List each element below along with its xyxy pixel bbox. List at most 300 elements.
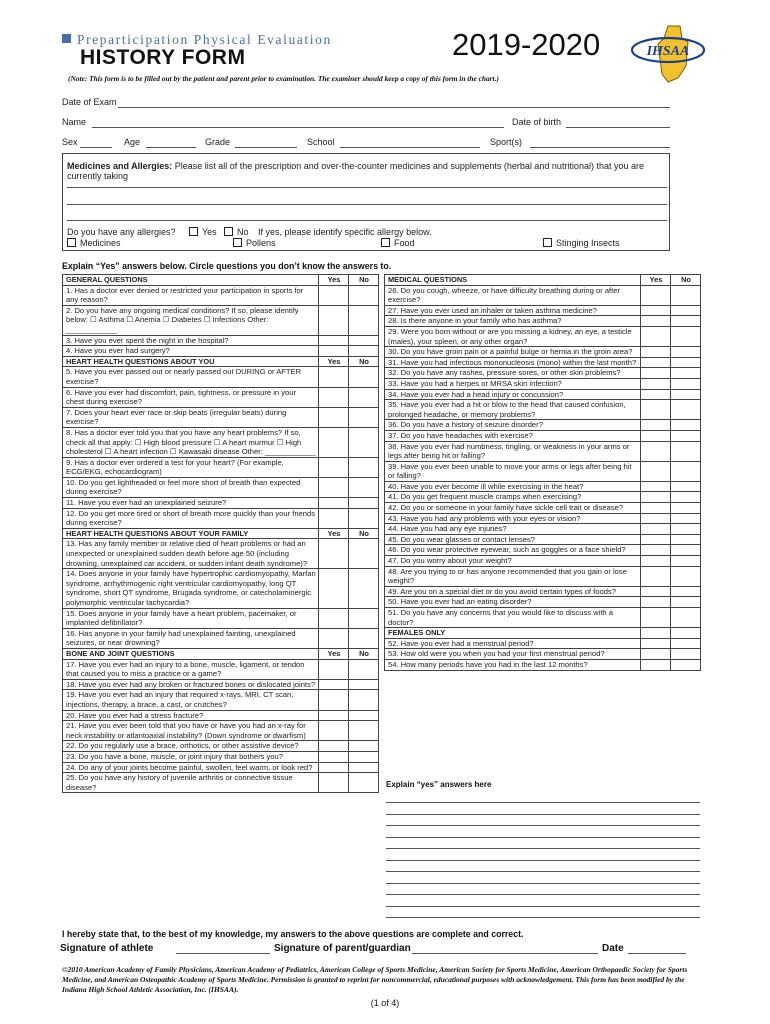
question-text: 4. Have you ever had surgery?	[63, 346, 319, 357]
school-label: School	[307, 137, 335, 147]
yes-column-header: Yes	[319, 275, 349, 286]
yes-answer-cell[interactable]	[319, 710, 349, 721]
no-column-header: No	[349, 275, 379, 286]
no-answer-cell[interactable]	[349, 477, 379, 497]
question-text: 8. Has a doctor ever told you that you have any heart problems? If so, check all that apply: ☐ High blood pressure ☐ A heart murmur ☐ High cholesterol ☐ A heart infection ☐ Kawasaki disease Other: ____________	[63, 427, 319, 457]
no-answer-cell[interactable]	[671, 316, 701, 327]
no-answer-cell[interactable]	[349, 346, 379, 357]
question-text: 6. Have you ever had discomfort, pain, tightness, or pressure in your chest during exercise?	[63, 387, 319, 407]
no-answer-cell[interactable]	[671, 503, 701, 514]
no-answer-cell[interactable]	[349, 741, 379, 752]
question-row	[385, 461, 701, 481]
question-text: 47. Do you worry about your weight?	[385, 556, 641, 567]
allergy-yes-option[interactable]	[189, 227, 217, 237]
no-answer-cell[interactable]	[349, 457, 379, 477]
yes-answer-cell[interactable]	[319, 407, 349, 427]
medicine-line-3[interactable]	[67, 220, 667, 221]
question-row	[63, 335, 379, 346]
question-text: 3. Have you ever spent the night in the hospital?	[63, 335, 319, 346]
no-answer-cell[interactable]	[671, 524, 701, 535]
yes-answer-cell[interactable]	[641, 420, 671, 431]
yes-answer-cell[interactable]	[319, 741, 349, 752]
explain-answer-line[interactable]	[386, 871, 700, 872]
yes-answer-cell[interactable]	[319, 387, 349, 407]
no-answer-cell[interactable]	[349, 498, 379, 509]
sports-field[interactable]	[530, 147, 670, 148]
yes-answer-cell[interactable]	[319, 346, 349, 357]
no-answer-cell[interactable]	[349, 539, 379, 569]
question-text: 2. Do you have any ongoing medical conditions? If so, please identify below: ☐ Asthma ☐ Anemia ☐ Diabetes ☐ Infections Other: ____________	[63, 305, 319, 335]
question-row	[385, 420, 701, 431]
question-text: 31. Have you had infectious mononucleosis (mono) within the last month?	[385, 357, 641, 368]
yes-answer-cell[interactable]	[319, 457, 349, 477]
question-text: 32. Do you have any rashes, pressure sores, or other skin problems?	[385, 368, 641, 379]
yes-column-header: Yes	[319, 356, 349, 367]
question-text: 36. Do you have a history of seizure disorder?	[385, 420, 641, 431]
yes-answer-cell[interactable]	[319, 721, 349, 741]
section-title: FEMALES ONLY	[385, 628, 641, 639]
yes-answer-cell[interactable]	[641, 566, 671, 586]
question-text: 5. Have you ever passed out or nearly passed out DURING or AFTER exercise?	[63, 367, 319, 387]
allergy-yes-label: Yes	[202, 227, 217, 237]
question-row	[63, 608, 379, 628]
no-answer-cell[interactable]	[671, 481, 701, 492]
logo-text: IHSAA	[646, 44, 690, 59]
yes-answer-cell[interactable]	[319, 335, 349, 346]
question-text: 51. Do you have any concerns that you would like to discuss with a doctor?	[385, 608, 641, 628]
question-row	[385, 285, 701, 305]
explain-yes-heading: Explain “yes” answers here	[386, 780, 492, 789]
question-text: 11. Have you ever had an unexplained seizure?	[63, 498, 319, 509]
question-text: 21. Have you ever been told that you have or have you had an x-ray for neck instability or atlantoaxial instability? (Down syndrome or dwarfism)	[63, 721, 319, 741]
yes-answer-cell[interactable]	[641, 649, 671, 660]
date-of-exam-field[interactable]	[118, 107, 670, 108]
grade-label: Grade	[205, 137, 231, 147]
question-text: 40. Have you ever become ill while exercising in the heat?	[385, 481, 641, 492]
copyright-notice: ©2010 American Academy of Family Physicians, American Academy of Pediatrics, American College of Sports Medicine, American Society for Sports Medicine, American Orthopaedic Society for Sports Medicine, and American Osteopathic Academy of Sports Medicine. Permission is granted to reprint for noncommercial, educational purposes with acknowledgement. This form has been modified by the Indiana High School Athletic Association, Inc. (IHSAA).	[62, 965, 688, 994]
question-row	[63, 721, 379, 741]
question-text: 19. Have you ever had an injury that required x-rays, MRI, CT scan, injections, therapy, a brace, a cast, or crutches?	[63, 690, 319, 710]
medicines-allergies-box	[62, 153, 670, 251]
yes-answer-cell[interactable]	[641, 326, 671, 346]
yes-answer-cell[interactable]	[319, 427, 349, 457]
question-row	[63, 508, 379, 528]
yes-answer-cell[interactable]	[641, 545, 671, 556]
date-signature-label: Date	[602, 943, 624, 954]
page-title: HISTORY FORM	[80, 46, 246, 69]
yes-answer-cell[interactable]	[319, 659, 349, 679]
explain-instructions: Explain “Yes” answers below. Circle questions you don’t know the answers to.	[62, 261, 392, 271]
question-text: 28. Is there anyone in your family who has asthma?	[385, 316, 641, 327]
question-row	[63, 477, 379, 497]
question-text: 45. Do you wear glasses or contact lenses?	[385, 534, 641, 545]
attestation-text: I hereby state that, to the best of my knowledge, my answers to the above questions are complete and correct.	[62, 929, 524, 939]
explain-answer-line[interactable]	[386, 917, 700, 918]
eyebrow-text: Preparticipation Physical Evaluation	[77, 32, 332, 47]
no-answer-cell[interactable]	[671, 608, 701, 628]
yes-answer-cell[interactable]	[641, 556, 671, 567]
question-row	[63, 628, 379, 648]
question-text: 15. Does anyone in your family have a heart problem, pacemaker, or implanted defibrillator?	[63, 608, 319, 628]
section-title: MEDICAL QUESTIONS	[385, 275, 641, 286]
yes-column-header: Yes	[319, 528, 349, 539]
checkbox-icon[interactable]	[224, 227, 233, 236]
checkbox-icon[interactable]	[233, 238, 242, 247]
parent-signature-field[interactable]	[412, 953, 598, 954]
question-row	[63, 659, 379, 679]
allergy-pollens-option[interactable]	[233, 238, 276, 248]
question-row	[385, 347, 701, 358]
question-text: 20. Have you ever had a stress fracture?	[63, 710, 319, 721]
question-text: 34. Have you ever had a head injury or concussion?	[385, 389, 641, 400]
yes-column-header	[641, 628, 671, 639]
no-answer-cell[interactable]	[671, 513, 701, 524]
explain-answer-line[interactable]	[386, 837, 700, 838]
question-text: 18. Have you ever had any broken or fractured bones or dislocated joints?	[63, 679, 319, 690]
name-field[interactable]	[92, 127, 504, 128]
yes-column-header: Yes	[641, 275, 671, 286]
no-answer-cell[interactable]	[349, 407, 379, 427]
no-column-header: No	[349, 528, 379, 539]
no-answer-cell[interactable]	[349, 721, 379, 741]
medicines-prompt	[67, 161, 667, 181]
no-column-header: No	[349, 648, 379, 659]
question-text: 48. Are you trying to or has anyone recommended that you gain or lose weight?	[385, 566, 641, 586]
school-year: 2019-2020	[452, 27, 601, 62]
question-text: 50. Have you ever had an eating disorder?	[385, 597, 641, 608]
question-row	[385, 481, 701, 492]
yes-answer-cell[interactable]	[319, 498, 349, 509]
explain-answer-line[interactable]	[386, 848, 700, 849]
question-text: 39. Have you ever been unable to move your arms or legs after being hit or falling?	[385, 461, 641, 481]
explain-answer-line[interactable]	[386, 906, 700, 907]
name-label: Name	[62, 117, 87, 127]
question-text: 30. Do you have groin pain or a painful bulge or hernia in the groin area?	[385, 347, 641, 358]
question-row	[385, 389, 701, 400]
no-answer-cell[interactable]	[349, 569, 379, 608]
no-answer-cell[interactable]	[671, 305, 701, 316]
yes-answer-cell[interactable]	[641, 638, 671, 649]
yes-answer-cell[interactable]	[641, 524, 671, 535]
question-text: 9. Has a doctor ever ordered a test for your heart? (For example, ECG/EKG, echocardiogram)	[63, 457, 319, 477]
no-answer-cell[interactable]	[349, 751, 379, 762]
no-answer-cell[interactable]	[349, 285, 379, 305]
section-header-row	[63, 528, 379, 539]
question-row	[385, 430, 701, 441]
allergy-stinging-insects-option[interactable]	[543, 238, 620, 248]
no-column-header: No	[349, 356, 379, 367]
question-text: 14. Does anyone in your family have hypertrophic cardiomyopathy, Marfan syndrome, arrhythmogenic right ventricular cardiomyopathy, long QT syndrome, short QT syndrome, Brugada syndrome, or catecholaminergic polymorphic ventricular tachycardia?	[63, 569, 319, 608]
explain-answer-line[interactable]	[386, 825, 700, 826]
question-row	[385, 649, 701, 660]
age-label: Age	[124, 137, 141, 147]
question-row	[385, 368, 701, 379]
allergy-medicines-option[interactable]	[67, 238, 121, 248]
question-row	[385, 357, 701, 368]
date-signature-field[interactable]	[628, 953, 686, 954]
date-of-exam-label: Date of Exam	[62, 97, 117, 107]
allergy-question: Do you have any allergies?	[67, 227, 176, 237]
yes-answer-cell[interactable]	[319, 628, 349, 648]
question-row	[63, 457, 379, 477]
square-bullet-icon	[62, 34, 71, 43]
yes-answer-cell[interactable]	[641, 316, 671, 327]
yes-answer-cell[interactable]	[641, 503, 671, 514]
question-row	[63, 710, 379, 721]
question-row	[63, 387, 379, 407]
no-answer-cell[interactable]	[671, 649, 701, 660]
section-title: GENERAL QUESTIONS	[63, 275, 319, 286]
no-answer-cell[interactable]	[349, 628, 379, 648]
explain-answer-line[interactable]	[386, 802, 700, 803]
section-header-row	[385, 275, 701, 286]
form-note: (Note: This form is to be filled out by the patient and parent prior to examination. The examiner should keep a copy of this form in the chart.)	[68, 74, 499, 83]
no-answer-cell[interactable]	[671, 285, 701, 305]
no-answer-cell[interactable]	[671, 545, 701, 556]
no-answer-cell[interactable]	[349, 710, 379, 721]
athlete-signature-field[interactable]	[176, 953, 270, 954]
yes-answer-cell[interactable]	[319, 690, 349, 710]
yes-answer-cell[interactable]	[641, 389, 671, 400]
parent-signature-label: Signature of parent/guardian	[274, 943, 411, 954]
no-answer-cell[interactable]	[671, 597, 701, 608]
yes-answer-cell[interactable]	[319, 305, 349, 335]
no-answer-cell[interactable]	[671, 389, 701, 400]
athlete-signature-label: Signature of athlete	[60, 943, 154, 954]
yes-answer-cell[interactable]	[641, 461, 671, 481]
no-answer-cell[interactable]	[349, 690, 379, 710]
question-row	[63, 679, 379, 690]
yes-answer-cell[interactable]	[641, 608, 671, 628]
allergy-food-option[interactable]	[381, 238, 415, 248]
yes-answer-cell[interactable]	[319, 285, 349, 305]
yes-answer-cell[interactable]	[641, 492, 671, 503]
medicine-line-1[interactable]	[67, 187, 667, 188]
no-answer-cell[interactable]	[671, 378, 701, 389]
yes-answer-cell[interactable]	[641, 586, 671, 597]
question-row	[63, 367, 379, 387]
question-row	[385, 492, 701, 503]
question-row	[385, 513, 701, 524]
question-row	[385, 400, 701, 420]
question-text: 1. Has a doctor ever denied or restricted your participation in sports for any reason?	[63, 285, 319, 305]
no-answer-cell[interactable]	[349, 367, 379, 387]
no-answer-cell[interactable]	[671, 534, 701, 545]
yes-answer-cell[interactable]	[641, 400, 671, 420]
question-row	[385, 556, 701, 567]
question-row	[63, 346, 379, 357]
yes-answer-cell[interactable]	[319, 679, 349, 690]
no-answer-cell[interactable]	[349, 305, 379, 335]
yes-answer-cell[interactable]	[319, 539, 349, 569]
yes-answer-cell[interactable]	[319, 773, 349, 793]
question-row	[63, 741, 379, 752]
age-field[interactable]	[146, 147, 196, 148]
no-answer-cell[interactable]	[671, 430, 701, 441]
question-text: 23. Do you have a bone, muscle, or joint injury that bothers you?	[63, 751, 319, 762]
question-text: 42. Do you or someone in your family have sickle cell trait or disease?	[385, 503, 641, 514]
explain-answer-line[interactable]	[386, 860, 700, 861]
yes-answer-cell[interactable]	[641, 347, 671, 358]
yes-answer-cell[interactable]	[641, 513, 671, 524]
allergy-medicines-label: Medicines	[80, 238, 121, 248]
allergy-no-label: No	[237, 227, 249, 237]
question-text: 43. Have you had any problems with your eyes or vision?	[385, 513, 641, 524]
no-answer-cell[interactable]	[671, 461, 701, 481]
section-header-row	[63, 356, 379, 367]
explain-answer-line[interactable]	[386, 814, 700, 815]
question-text: 37. Do you have headaches with exercise?	[385, 430, 641, 441]
question-text: 38. Have you ever had numbness, tingling, or weakness in your arms or legs after being hit or falling?	[385, 441, 641, 461]
question-row	[385, 326, 701, 346]
yes-answer-cell[interactable]	[319, 508, 349, 528]
question-text: 24. Do any of your joints become painful, swollen, feel warm, or look red?	[63, 762, 319, 773]
question-text: 41. Do you get frequent muscle cramps when exercising?	[385, 492, 641, 503]
no-answer-cell[interactable]	[349, 508, 379, 528]
no-answer-cell[interactable]	[671, 441, 701, 461]
question-row	[63, 762, 379, 773]
question-row	[63, 498, 379, 509]
checkbox-icon[interactable]	[189, 227, 198, 236]
question-row	[385, 534, 701, 545]
no-answer-cell[interactable]	[671, 357, 701, 368]
no-answer-cell[interactable]	[349, 427, 379, 457]
grade-field[interactable]	[235, 147, 297, 148]
section-header-row	[63, 648, 379, 659]
no-answer-cell[interactable]	[349, 773, 379, 793]
sex-field[interactable]	[80, 147, 112, 148]
medicine-line-2[interactable]	[67, 204, 667, 205]
no-answer-cell[interactable]	[671, 400, 701, 420]
question-row	[385, 638, 701, 649]
school-field[interactable]	[340, 147, 480, 148]
question-row	[63, 569, 379, 608]
question-row	[385, 597, 701, 608]
question-text: 22. Do you regularly use a brace, orthotics, or other assistive device?	[63, 741, 319, 752]
yes-answer-cell[interactable]	[319, 477, 349, 497]
yes-answer-cell[interactable]	[641, 441, 671, 461]
question-text: 44. Have you had any eye injuries?	[385, 524, 641, 535]
yes-answer-cell[interactable]	[319, 762, 349, 773]
no-answer-cell[interactable]	[349, 679, 379, 690]
no-answer-cell[interactable]	[671, 638, 701, 649]
question-text: 35. Have you ever had a hit or blow to the head that caused confusion, prolonged headache, or memory problems?	[385, 400, 641, 420]
no-answer-cell[interactable]	[671, 492, 701, 503]
question-row	[385, 305, 701, 316]
question-row	[385, 524, 701, 535]
no-answer-cell[interactable]	[671, 368, 701, 379]
question-row	[63, 305, 379, 335]
yes-answer-cell[interactable]	[641, 430, 671, 441]
question-row	[63, 690, 379, 710]
no-answer-cell[interactable]	[671, 659, 701, 670]
no-answer-cell[interactable]	[671, 420, 701, 431]
allergy-stinging-insects-label: Stinging Insects	[556, 238, 620, 248]
explain-answer-line[interactable]	[386, 894, 700, 895]
yes-answer-cell[interactable]	[641, 597, 671, 608]
question-row	[63, 751, 379, 762]
no-answer-cell[interactable]	[671, 347, 701, 358]
section-title: BONE AND JOINT QUESTIONS	[63, 648, 319, 659]
no-answer-cell[interactable]	[349, 762, 379, 773]
explain-answer-line[interactable]	[386, 883, 700, 884]
yes-answer-cell[interactable]	[319, 608, 349, 628]
question-row	[385, 316, 701, 327]
question-text: 26. Do you cough, wheeze, or have difficulty breathing during or after exercise?	[385, 285, 641, 305]
yes-answer-cell[interactable]	[641, 357, 671, 368]
question-row	[385, 378, 701, 389]
no-answer-cell[interactable]	[671, 326, 701, 346]
no-answer-cell[interactable]	[349, 387, 379, 407]
yes-answer-cell[interactable]	[319, 569, 349, 608]
date-of-birth-field[interactable]	[566, 127, 670, 128]
allergy-no-option[interactable]	[224, 227, 249, 237]
yes-answer-cell[interactable]	[641, 285, 671, 305]
question-text: 53. How old were you when you had your first menstrual period?	[385, 649, 641, 660]
yes-answer-cell[interactable]	[641, 368, 671, 379]
checkbox-icon[interactable]	[381, 238, 390, 247]
no-answer-cell[interactable]	[671, 566, 701, 586]
question-text: 46. Do you wear protective eyewear, such as goggles or a face shield?	[385, 545, 641, 556]
question-text: 16. Has anyone in your family had unexplained fainting, unexplained seizures, or near drowning?	[63, 628, 319, 648]
no-answer-cell[interactable]	[349, 608, 379, 628]
no-answer-cell[interactable]	[671, 556, 701, 567]
left-question-table	[62, 274, 379, 793]
yes-answer-cell[interactable]	[319, 751, 349, 762]
no-column-header: No	[671, 275, 701, 286]
ihsaa-logo	[628, 24, 708, 84]
question-row	[63, 427, 379, 457]
question-text: 52. Have you ever had a menstrual period?	[385, 638, 641, 649]
question-row	[385, 608, 701, 628]
yes-answer-cell[interactable]	[641, 378, 671, 389]
no-answer-cell[interactable]	[349, 659, 379, 679]
question-row	[63, 285, 379, 305]
section-title: HEART HEALTH QUESTIONS ABOUT YOU	[63, 356, 319, 367]
question-row	[385, 545, 701, 556]
allergy-followup: If yes, please identify specific allergy below.	[258, 227, 432, 237]
sports-label: Sport(s)	[490, 137, 523, 147]
yes-answer-cell[interactable]	[319, 367, 349, 387]
yes-answer-cell[interactable]	[641, 534, 671, 545]
question-text: 49. Are you on a special diet or do you avoid certain types of foods?	[385, 586, 641, 597]
question-text: 13. Has any family member or relative died of heart problems or had an unexpected or unexplained sudden death before age 50 (including drowning, unexplained car accident, or sudden infant death syndrome)?	[63, 539, 319, 569]
question-text: 17. Have you ever had an injury to a bone, muscle, ligament, or tendon that caused you to miss a practice or a game?	[63, 659, 319, 679]
no-answer-cell[interactable]	[671, 586, 701, 597]
medicines-prompt-bold: Medicines and Allergies:	[67, 161, 173, 171]
question-text: 29. Were you born without or are you missing a kidney, an eye, a testicle (males), your spleen, or any other organ?	[385, 326, 641, 346]
question-row	[385, 659, 701, 670]
date-of-birth-label: Date of birth	[512, 117, 562, 127]
no-answer-cell[interactable]	[349, 335, 379, 346]
checkbox-icon[interactable]	[67, 238, 76, 247]
question-row	[63, 539, 379, 569]
yes-answer-cell[interactable]	[641, 305, 671, 316]
yes-answer-cell[interactable]	[641, 659, 671, 670]
allergy-food-label: Food	[394, 238, 415, 248]
allergy-pollens-label: Pollens	[246, 238, 276, 248]
checkbox-icon[interactable]	[543, 238, 552, 247]
yes-answer-cell[interactable]	[641, 481, 671, 492]
section-title: HEART HEALTH QUESTIONS ABOUT YOUR FAMILY	[63, 528, 319, 539]
question-row	[385, 586, 701, 597]
section-header-row	[63, 275, 379, 286]
question-text: 12. Do you get more tired or short of breath more quickly than your friends during exercise?	[63, 508, 319, 528]
section-header-row	[385, 628, 701, 639]
no-column-header	[671, 628, 701, 639]
question-row	[63, 773, 379, 793]
question-row	[385, 441, 701, 461]
